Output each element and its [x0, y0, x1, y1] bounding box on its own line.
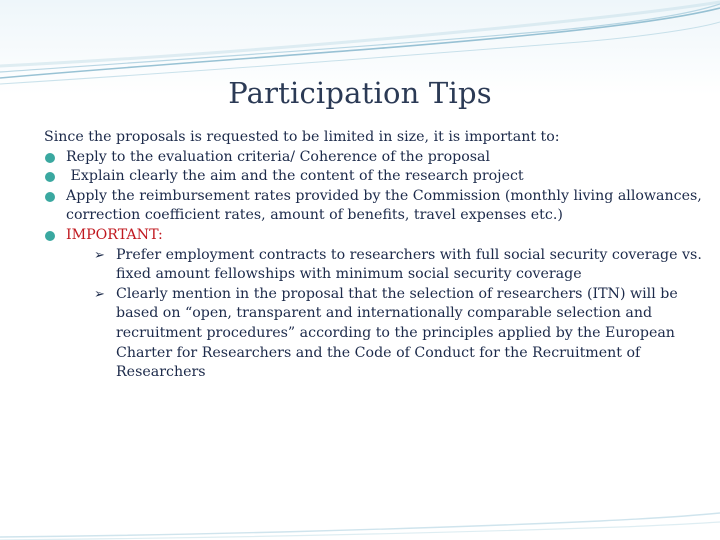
teal-circle-bullet-icon	[45, 192, 55, 202]
bullet-item	[44, 167, 704, 187]
intro-text: Since the proposals is requested to be limited in size, it is important to:	[44, 129, 560, 145]
arrowhead-bullet-icon: ➢	[94, 247, 105, 263]
bullet-text: Explain clearly the aim and the content of the research project	[66, 168, 524, 185]
bullet-item	[44, 148, 704, 168]
important-label: IMPORTANT:	[66, 226, 163, 243]
arrowhead-bullet-icon: ➢	[94, 286, 105, 302]
bullet-text: Reply to the evaluation criteria/ Coherence of the proposal	[66, 148, 491, 165]
bullet-item	[44, 187, 704, 226]
sub-bullet-list	[66, 246, 704, 383]
slide-body	[44, 128, 704, 383]
bullet-list	[44, 148, 704, 383]
sub-bullet-text: Prefer employment contracts to researchers with full social security coverage vs. fixed amount fellowships with minimum social security coverage	[116, 246, 702, 283]
teal-circle-bullet-icon	[45, 172, 55, 182]
teal-circle-bullet-icon	[45, 153, 55, 163]
sub-bullet-item	[94, 285, 704, 383]
sub-bullet-item	[94, 246, 704, 285]
slide-title: Participation Tips	[228, 76, 492, 110]
sub-bullet-text: Clearly mention in the proposal that the selection of researchers (ITN) will be based on “open, transparent and internationally comparable selection and recruitment procedures” according to the principles applied by the European Charter for Researchers and the Code of Conduct for the Recruitment of Researchers	[116, 285, 678, 381]
bullet-item-important	[44, 226, 704, 383]
teal-circle-bullet-icon	[45, 231, 55, 241]
bottom-wave-decoration	[0, 505, 720, 540]
bullet-text: Apply the reimbursement rates provided by the Commission (monthly living allowances, correction coefficient rates, amount of benefits, travel expenses etc.)	[66, 187, 702, 224]
